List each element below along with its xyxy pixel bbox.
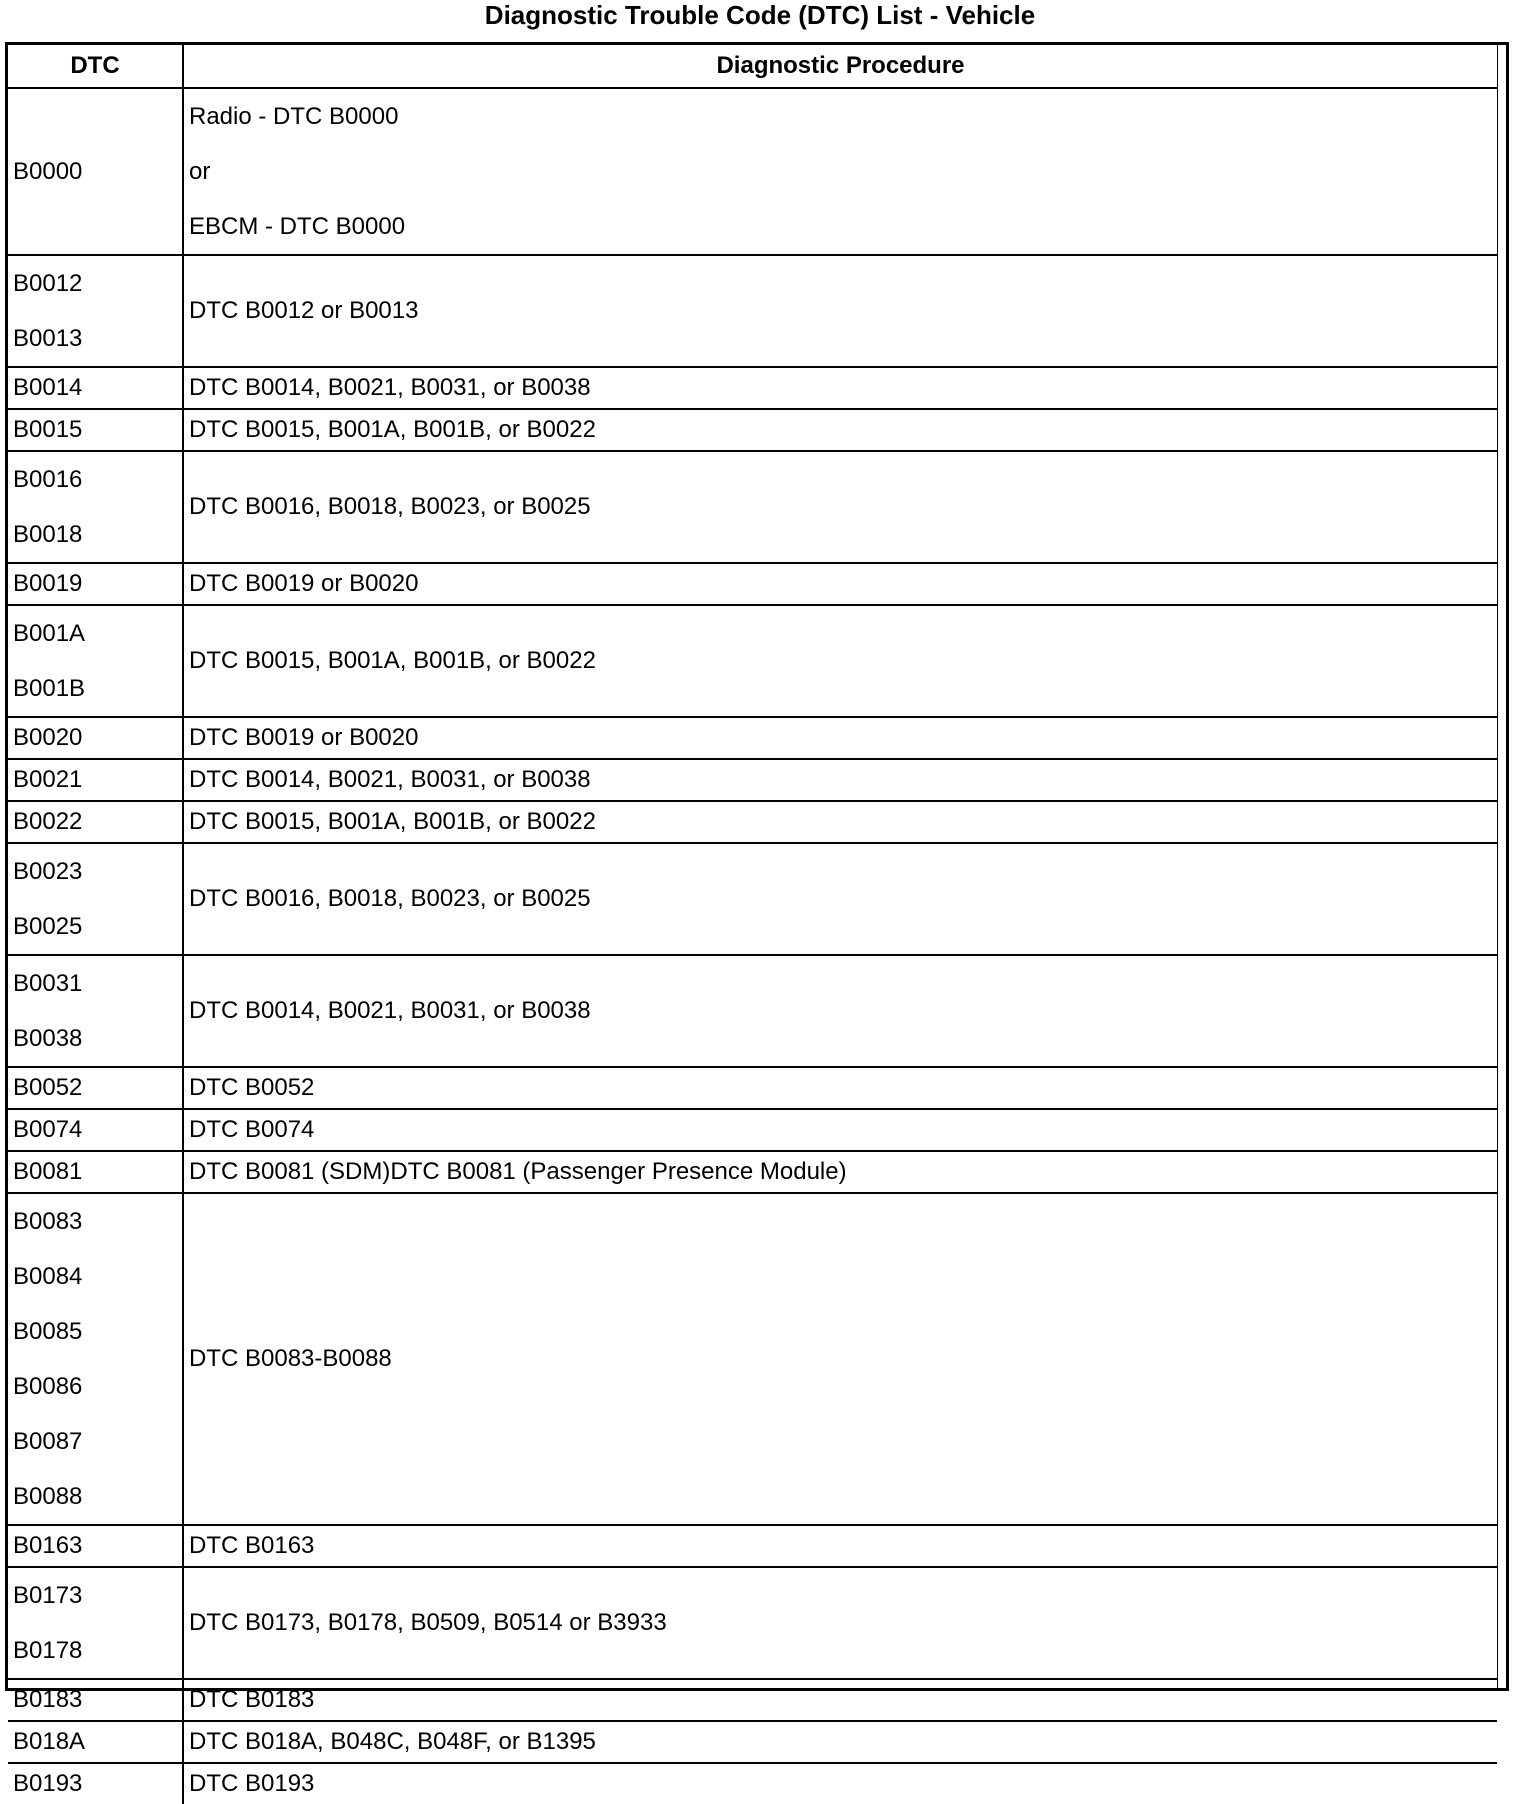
procedure-text: DTC B0012 or B0013 [189, 297, 419, 324]
dtc-code-cell [8, 409, 183, 451]
table-row [8, 759, 1497, 801]
dtc-code: B0019 [13, 570, 83, 597]
table-row [8, 1067, 1497, 1109]
table-row [8, 717, 1497, 759]
diagnostic-procedure-cell [183, 1151, 1497, 1193]
diagnostic-procedure-cell [183, 409, 1497, 451]
table-row [8, 88, 1497, 255]
procedure-text: DTC B0014, B0021, B0031, or B0038 [189, 374, 591, 401]
diagnostic-procedure-cell [183, 1679, 1497, 1721]
dtc-code-cell [8, 1525, 183, 1567]
procedure-text: DTC B0014, B0021, B0031, or B0038 [189, 766, 591, 793]
diagnostic-procedure-cell [183, 1193, 1497, 1525]
dtc-table-frame [5, 42, 1509, 1797]
procedure-text: DTC B0016, B0018, B0023, or B0025 [189, 885, 591, 912]
table-row [8, 1151, 1497, 1193]
procedure-text: DTC B0016, B0018, B0023, or B0025 [189, 493, 591, 520]
dtc-code: B001B [13, 675, 86, 702]
procedure-text: DTC B0019 or B0020 [189, 570, 419, 597]
procedure-text: DTC B0163 [189, 1532, 315, 1559]
document-title: Diagnostic Trouble Code (DTC) List - Vehicle [484, 0, 1036, 30]
diagnostic-procedure-cell [183, 1109, 1497, 1151]
column-header-dtc: DTC [8, 45, 183, 88]
dtc-code: B0193 [13, 1770, 83, 1797]
table-row [8, 955, 1497, 1067]
procedure-text: DTC B0193 [189, 1770, 315, 1797]
dtc-code-cell [8, 255, 183, 367]
dtc-code: B0081 [13, 1158, 83, 1185]
diagnostic-procedure-cell [183, 255, 1497, 367]
diagnostic-procedure-cell [183, 88, 1497, 255]
dtc-code: B0085 [13, 1318, 83, 1345]
procedure-text: DTC B0052 [189, 1074, 315, 1101]
table-row [8, 843, 1497, 955]
dtc-code-cell [8, 717, 183, 759]
dtc-code-cell [8, 1193, 183, 1525]
dtc-code: B0173 [13, 1582, 83, 1609]
procedure-text: DTC B0015, B001A, B001B, or B0022 [189, 416, 596, 443]
dtc-code-cell [8, 451, 183, 563]
procedure-text: DTC B0015, B001A, B001B, or B0022 [189, 647, 596, 674]
procedure-text: DTC B0183 [189, 1686, 315, 1713]
dtc-code-cell [8, 801, 183, 843]
table-row [8, 1721, 1497, 1763]
dtc-code: B0038 [13, 1025, 83, 1052]
dtc-code: B0022 [13, 808, 83, 835]
procedure-text: Radio - DTC B0000 [189, 103, 399, 130]
table-row [8, 605, 1497, 717]
dtc-code-cell [8, 1067, 183, 1109]
dtc-code: B0031 [13, 970, 83, 997]
dtc-code-cell [8, 1151, 183, 1193]
dtc-code: B0014 [13, 374, 83, 401]
dtc-code-cell [8, 843, 183, 955]
dtc-code-cell [8, 367, 183, 409]
dtc-code-cell [8, 955, 183, 1067]
dtc-code: B0025 [13, 913, 83, 940]
procedure-text: or [189, 158, 211, 185]
dtc-code: B0084 [13, 1263, 83, 1290]
diagnostic-procedure-cell [183, 451, 1497, 563]
dtc-code: B0074 [13, 1116, 83, 1143]
diagnostic-procedure-cell [183, 367, 1497, 409]
procedure-text: DTC B0014, B0021, B0031, or B0038 [189, 997, 591, 1024]
dtc-code-cell [8, 563, 183, 605]
table-row [8, 1567, 1497, 1679]
table-row [8, 563, 1497, 605]
dtc-code-cell [8, 759, 183, 801]
diagnostic-procedure-cell [183, 1525, 1497, 1567]
dtc-code: B0178 [13, 1637, 83, 1664]
diagnostic-procedure-cell [183, 843, 1497, 955]
dtc-code: B0012 [13, 270, 83, 297]
dtc-code: B0021 [13, 766, 83, 793]
table-row [8, 1193, 1497, 1525]
procedure-text: DTC B0019 or B0020 [189, 724, 419, 751]
diagnostic-procedure-cell [183, 563, 1497, 605]
dtc-code: B0013 [13, 325, 83, 352]
table-body [8, 88, 1497, 1804]
table-row [8, 409, 1497, 451]
dtc-code: B0086 [13, 1373, 83, 1400]
table-row [8, 1525, 1497, 1567]
dtc-code-cell [8, 605, 183, 717]
diagnostic-procedure-cell [183, 1067, 1497, 1109]
dtc-code: B001A [13, 620, 86, 647]
diagnostic-procedure-cell [183, 1763, 1497, 1804]
dtc-code: B0088 [13, 1483, 83, 1510]
procedure-text: DTC B0173, B0178, B0509, B0514 or B3933 [189, 1609, 667, 1636]
dtc-code: B0000 [13, 158, 83, 185]
table-inner-rule [1497, 45, 1498, 1688]
dtc-code: B0183 [13, 1686, 83, 1713]
table-header-row [8, 45, 1497, 88]
diagnostic-procedure-cell [183, 717, 1497, 759]
table-row [8, 451, 1497, 563]
column-header-procedure: Diagnostic Procedure [183, 45, 1497, 88]
dtc-code: B0016 [13, 466, 83, 493]
table-row [8, 367, 1497, 409]
table-row [8, 801, 1497, 843]
diagnostic-procedure-cell [183, 955, 1497, 1067]
dtc-code: B0020 [13, 724, 83, 751]
dtc-code: B018A [13, 1728, 86, 1755]
procedure-text: DTC B0074 [189, 1116, 315, 1143]
dtc-code: B0087 [13, 1428, 83, 1455]
diagnostic-procedure-cell [183, 759, 1497, 801]
table-row [8, 1763, 1497, 1804]
diagnostic-procedure-cell [183, 1721, 1497, 1763]
dtc-code-cell [8, 1109, 183, 1151]
dtc-code: B0018 [13, 521, 83, 548]
dtc-code-cell [8, 1679, 183, 1721]
dtc-code-cell [8, 1721, 183, 1763]
dtc-code-cell [8, 1763, 183, 1804]
table-row [8, 1109, 1497, 1151]
diagnostic-procedure-cell [183, 801, 1497, 843]
diagnostic-procedure-cell [183, 1567, 1497, 1679]
dtc-code: B0023 [13, 858, 83, 885]
dtc-code: B0163 [13, 1532, 83, 1559]
procedure-text: DTC B0083-B0088 [189, 1345, 392, 1372]
dtc-table [8, 45, 1497, 1804]
procedure-text: DTC B018A, B048C, B048F, or B1395 [189, 1728, 596, 1755]
table-row [8, 255, 1497, 367]
dtc-code: B0083 [13, 1208, 83, 1235]
dtc-code: B0015 [13, 416, 83, 443]
dtc-code-cell [8, 1567, 183, 1679]
procedure-text: DTC B0015, B001A, B001B, or B0022 [189, 808, 596, 835]
dtc-code-cell [8, 88, 183, 255]
procedure-text: DTC B0081 (SDM)DTC B0081 (Passenger Presence Module) [189, 1158, 847, 1185]
table-row [8, 1679, 1497, 1721]
procedure-text: EBCM - DTC B0000 [189, 213, 406, 240]
dtc-code: B0052 [13, 1074, 83, 1101]
diagnostic-procedure-cell [183, 605, 1497, 717]
